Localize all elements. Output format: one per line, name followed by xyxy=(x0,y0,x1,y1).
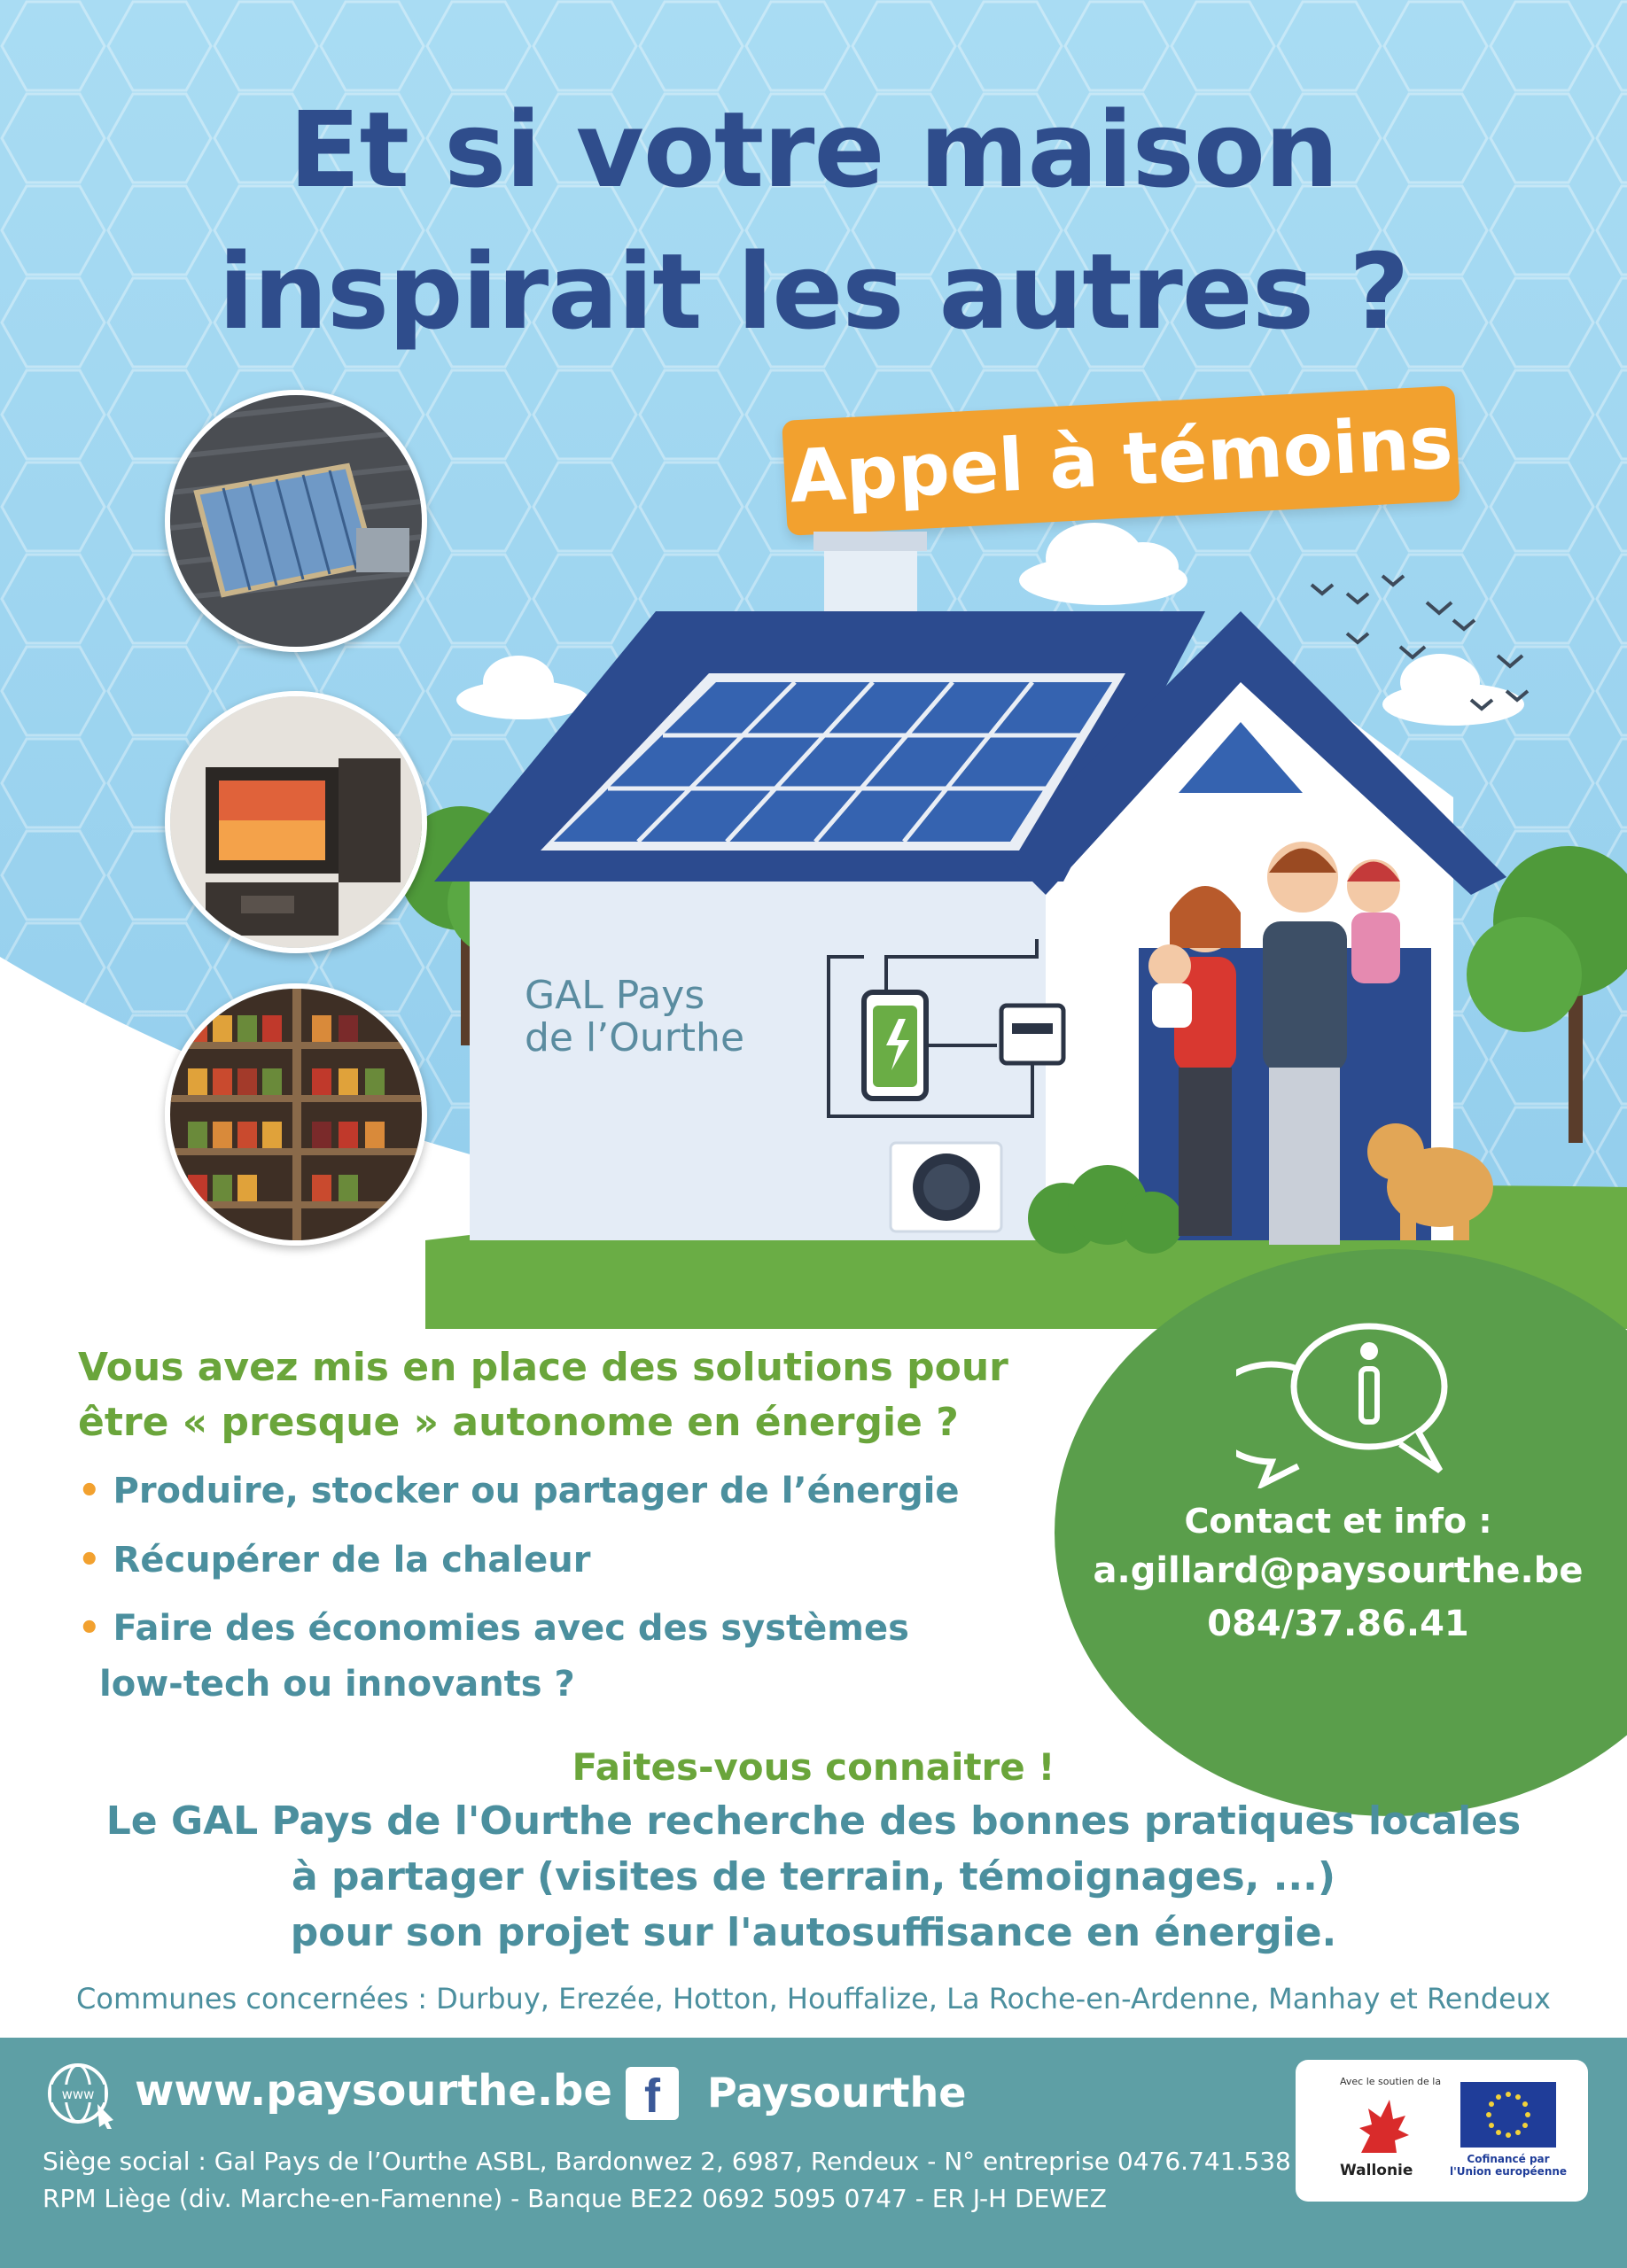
wallonie-rooster-icon xyxy=(1343,2091,1414,2162)
globe-icon xyxy=(43,2060,124,2129)
bullet-dot: • xyxy=(78,1471,101,1511)
tree-icon xyxy=(1467,846,1627,1143)
meter-icon xyxy=(1001,1006,1063,1063)
wood-stove-photo xyxy=(165,691,427,953)
bullet-dot: • xyxy=(78,1540,101,1581)
facebook-glyph: f xyxy=(644,2070,660,2123)
cta-line-3: à partager (visites de terrain, témoignages, ...) xyxy=(292,1854,1335,1899)
eu-flag-icon xyxy=(1460,2082,1556,2148)
cta-line-2: Le GAL Pays de l'Ourthe recherche des bonnes pratiques locales xyxy=(105,1798,1522,1844)
bullet-item xyxy=(78,1540,590,1581)
bullet-text: Récupérer de la chaleur xyxy=(113,1540,591,1581)
bullet-dot: • xyxy=(78,1608,101,1649)
question-line-1: Vous avez mis en place des solutions pour xyxy=(78,1345,1008,1390)
badge-label: Appel à témoins xyxy=(787,400,1455,520)
eu-text-line-1: Cofinancé par xyxy=(1467,2153,1550,2165)
bullet-item xyxy=(78,1471,960,1511)
battery-icon xyxy=(864,992,926,1099)
contact-email[interactable]: a.gillard@paysourthe.be xyxy=(1093,1550,1584,1591)
gal-logo xyxy=(525,975,744,1060)
question-line-2: être « presque » autonome en énergie ? xyxy=(78,1400,959,1445)
cta-line-1: Faites-vous connaitre ! xyxy=(572,1745,1055,1789)
wallonie-support-text: Avec le soutien de la xyxy=(1340,2076,1442,2087)
heat-pump-icon xyxy=(891,1143,1001,1231)
gal-logo-line-2: de l’Ourthe xyxy=(525,1015,745,1061)
info-chat-icon xyxy=(1236,1320,1467,1488)
cloud-icon xyxy=(1019,523,1187,605)
headline-line-2: inspirait les autres ? xyxy=(218,230,1409,353)
cta-line-4: pour son projet sur l'autosuffisance en énergie. xyxy=(290,1910,1337,1955)
globe-icon-text: www xyxy=(61,2086,95,2102)
bullet-item xyxy=(78,1608,909,1649)
bullet-item-continuation: low-tech ou innovants ? xyxy=(99,1664,575,1705)
pantry-jars-photo xyxy=(165,983,427,1246)
facebook-icon[interactable] xyxy=(626,2067,679,2123)
facebook-link[interactable]: Paysourthe xyxy=(707,2069,967,2117)
headline-line-1: Et si votre maison xyxy=(289,89,1338,211)
contact-phone[interactable]: 084/37.86.41 xyxy=(1207,1604,1469,1644)
wallonie-logo-text: Wallonie xyxy=(1340,2162,1413,2179)
bullet-text: Produire, stocker ou partager de l’énergie xyxy=(113,1471,960,1511)
eu-text-line-2: l'Union européenne xyxy=(1449,2165,1568,2179)
bullet-text: Faire des économies avec des systèmes xyxy=(113,1608,909,1649)
address-line-2: RPM Liège (div. Marche-en-Famenne) - Banque BE22 0692 5095 0747 - ER J-H DEWEZ xyxy=(43,2184,1107,2213)
cloud-icon xyxy=(1382,654,1524,726)
eu-cofinance-text xyxy=(1444,2153,1572,2179)
contact-label: Contact et info : xyxy=(1184,1502,1492,1541)
address-line-1: Siège social : Gal Pays de l’Ourthe ASBL, Bardonwez 2, 6987, Rendeux - N° entreprise 0476.741.538 xyxy=(43,2147,1291,2176)
website-link[interactable]: www.paysourthe.be xyxy=(135,2066,612,2116)
gal-logo-line-1: GAL Pays xyxy=(525,973,705,1018)
communes-text: Communes concernées : Durbuy, Erezée, Hotton, Houffalize, La Roche-en-Ardenne, Manhay et Rendeux xyxy=(76,1982,1551,2016)
cloud-icon xyxy=(456,656,589,719)
solar-collector-photo xyxy=(165,390,427,652)
